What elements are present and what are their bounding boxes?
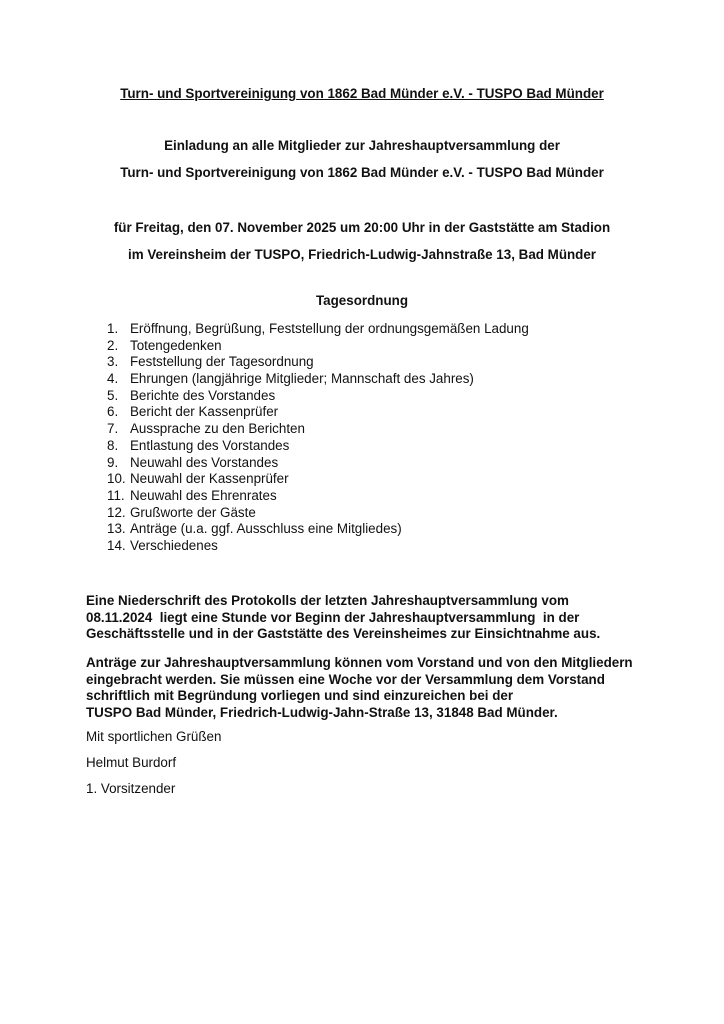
meeting-date-line: für Freitag, den 07. November 2025 um 20:00 Uhr in der Gaststätte am Stadion xyxy=(113,220,611,235)
agenda-item-text: Feststellung der Tagesordnung xyxy=(130,354,314,370)
agenda-item-text: Anträge (u.a. ggf. Ausschluss eine Mitgliedes) xyxy=(130,521,402,537)
motions-notice-line: TUSPO Bad Münder, Friedrich-Ludwig-Jahn-Straße 13, 31848 Bad Münder. xyxy=(86,705,558,721)
motions-notice-line: Anträge zur Jahreshauptversammlung können vom Vorstand und von den Mitgliedern xyxy=(86,655,633,670)
agenda-item-number: 7. xyxy=(107,421,119,437)
agenda-item xyxy=(107,471,529,488)
document-title: Turn- und Sportvereinigung von 1862 Bad Münder e.V. - TUSPO Bad Münder xyxy=(120,86,604,101)
agenda-item-text: Verschiedenes xyxy=(130,537,218,553)
agenda-item-number: 4. xyxy=(107,371,119,387)
agenda-item xyxy=(107,488,529,505)
agenda-item-text: Eröffnung, Begrüßung, Feststellung der ordnungsgemäßen Ladung xyxy=(130,321,529,336)
agenda-item xyxy=(107,521,529,538)
agenda-item xyxy=(107,338,529,355)
agenda-item xyxy=(107,538,529,555)
agenda-item-number: 9. xyxy=(107,454,119,470)
agenda-item-text: Neuwahl der Kassenprüfer xyxy=(130,471,289,487)
agenda-item xyxy=(107,354,529,371)
agenda-item-text: Ehrungen (langjährige Mitglieder; Mannschaft des Jahres) xyxy=(130,371,474,387)
agenda-item-text: Entlastung des Vorstandes xyxy=(130,437,290,453)
agenda-item-text: Neuwahl des Ehrenrates xyxy=(130,487,277,503)
motions-notice xyxy=(86,655,646,722)
agenda-item-text: Neuwahl des Vorstandes xyxy=(130,454,279,470)
agenda-item xyxy=(107,455,529,472)
signer-name: Helmut Burdorf xyxy=(86,755,177,770)
agenda-item-number: 2. xyxy=(107,337,119,353)
motions-notice-line: eingebracht werden. Sie müssen eine Woche vor der Versammlung dem Vorstand xyxy=(86,671,605,687)
agenda-item-text: Berichte des Vorstandes xyxy=(130,387,276,403)
agenda-item-number: 6. xyxy=(107,404,119,420)
agenda-item-number: 1. xyxy=(107,321,119,336)
agenda-item xyxy=(107,371,529,388)
protocol-notice xyxy=(86,593,646,643)
closing-greeting: Mit sportlichen Grüßen xyxy=(86,729,222,744)
invitation-line-2: Turn- und Sportvereinigung von 1862 Bad Münder e.V. - TUSPO Bad Münder xyxy=(120,165,604,180)
agenda-item xyxy=(107,505,529,522)
agenda-item-number: 5. xyxy=(107,387,119,403)
motions-notice-line: schriftlich mit Begründung vorliegen und sind einzureichen bei der xyxy=(86,688,514,704)
agenda-item-number: 11. xyxy=(107,487,125,503)
agenda-list xyxy=(107,321,529,555)
agenda-item-text: Grußworte der Gäste xyxy=(130,504,256,520)
protocol-notice-line: 08.11.2024 liegt eine Stunde vor Beginn der Jahreshauptversammlung in der xyxy=(86,609,580,625)
agenda-item-number: 8. xyxy=(107,437,119,453)
agenda-item-text: Bericht der Kassenprüfer xyxy=(130,404,279,420)
meeting-place-line: im Vereinsheim der TUSPO, Friedrich-Ludwig-Jahnstraße 13, Bad Münder xyxy=(127,247,597,262)
agenda-item-text: Totengedenken xyxy=(130,337,222,353)
agenda-item xyxy=(107,421,529,438)
agenda-item xyxy=(107,388,529,405)
agenda-item-text: Aussprache zu den Berichten xyxy=(130,421,305,437)
signer-role: 1. Vorsitzender xyxy=(86,781,176,796)
agenda-item xyxy=(107,438,529,455)
agenda-heading: Tagesordnung xyxy=(316,293,408,308)
agenda-item xyxy=(107,404,529,421)
agenda-item-number: 10. xyxy=(107,471,126,487)
agenda-item-number: 3. xyxy=(107,354,119,370)
invitation-line-1: Einladung an alle Mitglieder zur Jahreshauptversammlung der xyxy=(164,138,560,153)
agenda-item-number: 12. xyxy=(107,504,126,520)
protocol-notice-line: Geschäftsstelle und in der Gaststätte des Vereinsheimes zur Einsichtnahme aus. xyxy=(86,626,601,642)
protocol-notice-line: Eine Niederschrift des Protokolls der letzten Jahreshauptversammlung vom xyxy=(86,593,569,608)
agenda-item-number: 14. xyxy=(107,537,126,553)
agenda-item xyxy=(107,321,529,338)
agenda-item-number: 13. xyxy=(107,521,126,537)
